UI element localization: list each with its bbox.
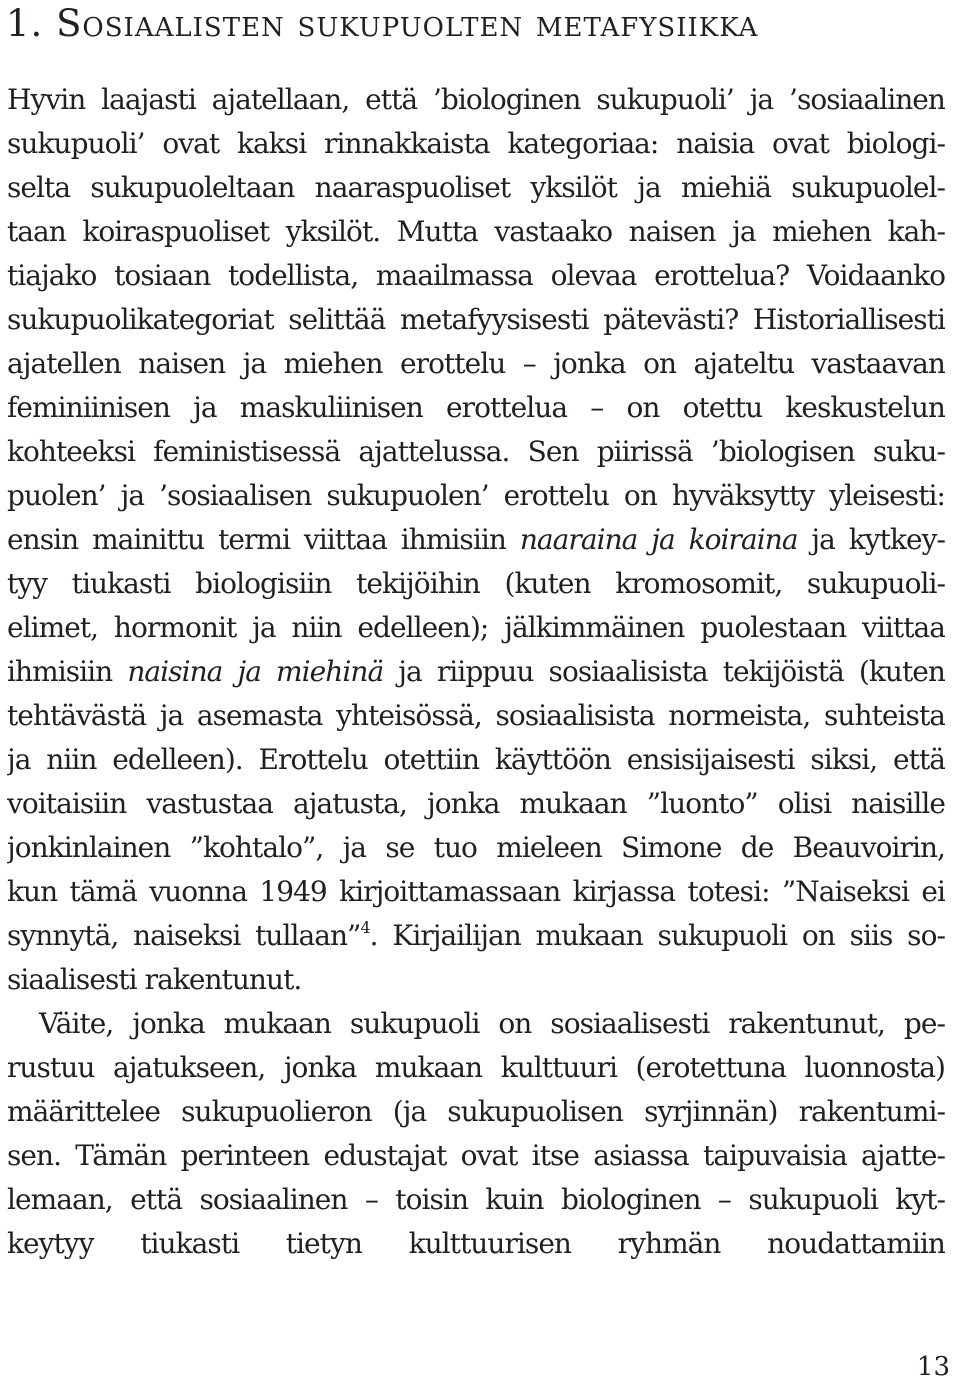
italic-segment: naaraina ja koiraina bbox=[519, 523, 798, 556]
text-line: selta sukupuoleltaan naaraspuoliset yksilöt ja miehiä sukupuolel- bbox=[7, 171, 945, 204]
text-line: lemaan, että sosiaalinen – toisin kuin biologinen – sukupuoli kyt- bbox=[7, 1183, 945, 1216]
text-line: elimet, hormonit ja niin edelleen); jälkimmäinen puolestaan viittaa bbox=[7, 611, 945, 644]
text-line: taan koiraspuoliset yksilöt. Mutta vastaako naisen ja miehen kah- bbox=[7, 215, 945, 248]
page-number: 13 bbox=[916, 1352, 950, 1382]
italic-segment: naisina ja miehinä bbox=[127, 655, 384, 688]
chapter-number: 1. bbox=[6, 2, 44, 45]
body-text bbox=[7, 78, 945, 1266]
text-segment: ensin mainittu termi viittaa ihmisiin bbox=[7, 523, 520, 556]
text-segment: ihmisiin bbox=[7, 655, 128, 688]
text-line: feminiinisen ja maskuliinisen erottelua – on otettu keskustelun bbox=[7, 391, 945, 424]
text-line: voitaisiin vastustaa ajatusta, jonka mukaan ”luonto” olisi naisille bbox=[7, 787, 945, 820]
text-line: kun tämä vuonna 1949 kirjoittamassaan kirjassa totesi: ”Naiseksi ei bbox=[7, 875, 945, 908]
footnote-ref: 4 bbox=[360, 918, 370, 937]
text-line bbox=[7, 518, 945, 562]
text-line: keytyy tiukasti tietyn kulttuurisen ryhmän noudattamiin bbox=[7, 1227, 945, 1260]
text-line bbox=[7, 650, 945, 694]
text-segment: ja kytkey- bbox=[797, 523, 945, 556]
text-line: tehtävästä ja asemasta yhteisössä, sosiaalisista normeista, suhteista bbox=[7, 699, 945, 732]
text-line: ajatellen naisen ja miehen erottelu – jonka on ajateltu vastaavan bbox=[7, 347, 945, 380]
text-line: sukupuolikategoriat selittää metafyysisesti pätevästi? Historiallisesti bbox=[7, 303, 945, 336]
text-line: tyy tiukasti biologisiin tekijöihin (kuten kromosomit, sukupuoli- bbox=[7, 567, 945, 600]
text-line: Hyvin laajasti ajatellaan, että ’biologinen sukupuoli’ ja ’sosiaalinen bbox=[7, 83, 945, 116]
text-line: puolen’ ja ’sosiaalisen sukupuolen’ erottelu on hyväksytty yleisesti: bbox=[7, 479, 945, 512]
chapter-heading bbox=[6, 4, 758, 44]
text-line: määrittelee sukupuolieron (ja sukupuolisen syrjinnän) rakentumi- bbox=[7, 1095, 945, 1128]
text-line: ja niin edelleen). Erottelu otettiin käyttöön ensisijaisesti siksi, että bbox=[7, 743, 945, 776]
text-line: rustuu ajatukseen, jonka mukaan kulttuuri (erotettuna luonnosta) bbox=[7, 1051, 945, 1084]
text-line: siaalisesti rakentunut. bbox=[7, 963, 302, 996]
text-line: sukupuoli’ ovat kaksi rinnakkaista kategoriaa: naisia ovat biologi- bbox=[7, 127, 945, 160]
text-line: kohteeksi feministisessä ajattelussa. Sen piirissä ’biologisen suku- bbox=[7, 435, 945, 468]
text-line: tiajako tosiaan todellista, maailmassa olevaa erottelua? Voidaanko bbox=[7, 259, 945, 292]
chapter-title: Sosiaalisten sukupuolten metafysiikka bbox=[56, 2, 759, 45]
text-segment: . Kirjailijan mukaan sukupuoli on siis so- bbox=[369, 919, 945, 952]
text-segment: synnytä, naiseksi tullaan” bbox=[7, 919, 361, 952]
text-line: Väite, jonka mukaan sukupuoli on sosiaalisesti rakentunut, pe- bbox=[39, 1007, 945, 1040]
text-line: sen. Tämän perinteen edustajat ovat itse asiassa taipuvaisia ajatte- bbox=[7, 1139, 945, 1172]
text-line: jonkinlainen ”kohtalo”, ja se tuo mieleen Simone de Beauvoirin, bbox=[7, 831, 945, 864]
text-segment: ja riippuu sosiaalisista tekijöistä (kuten bbox=[383, 655, 945, 688]
text-line bbox=[7, 914, 945, 958]
